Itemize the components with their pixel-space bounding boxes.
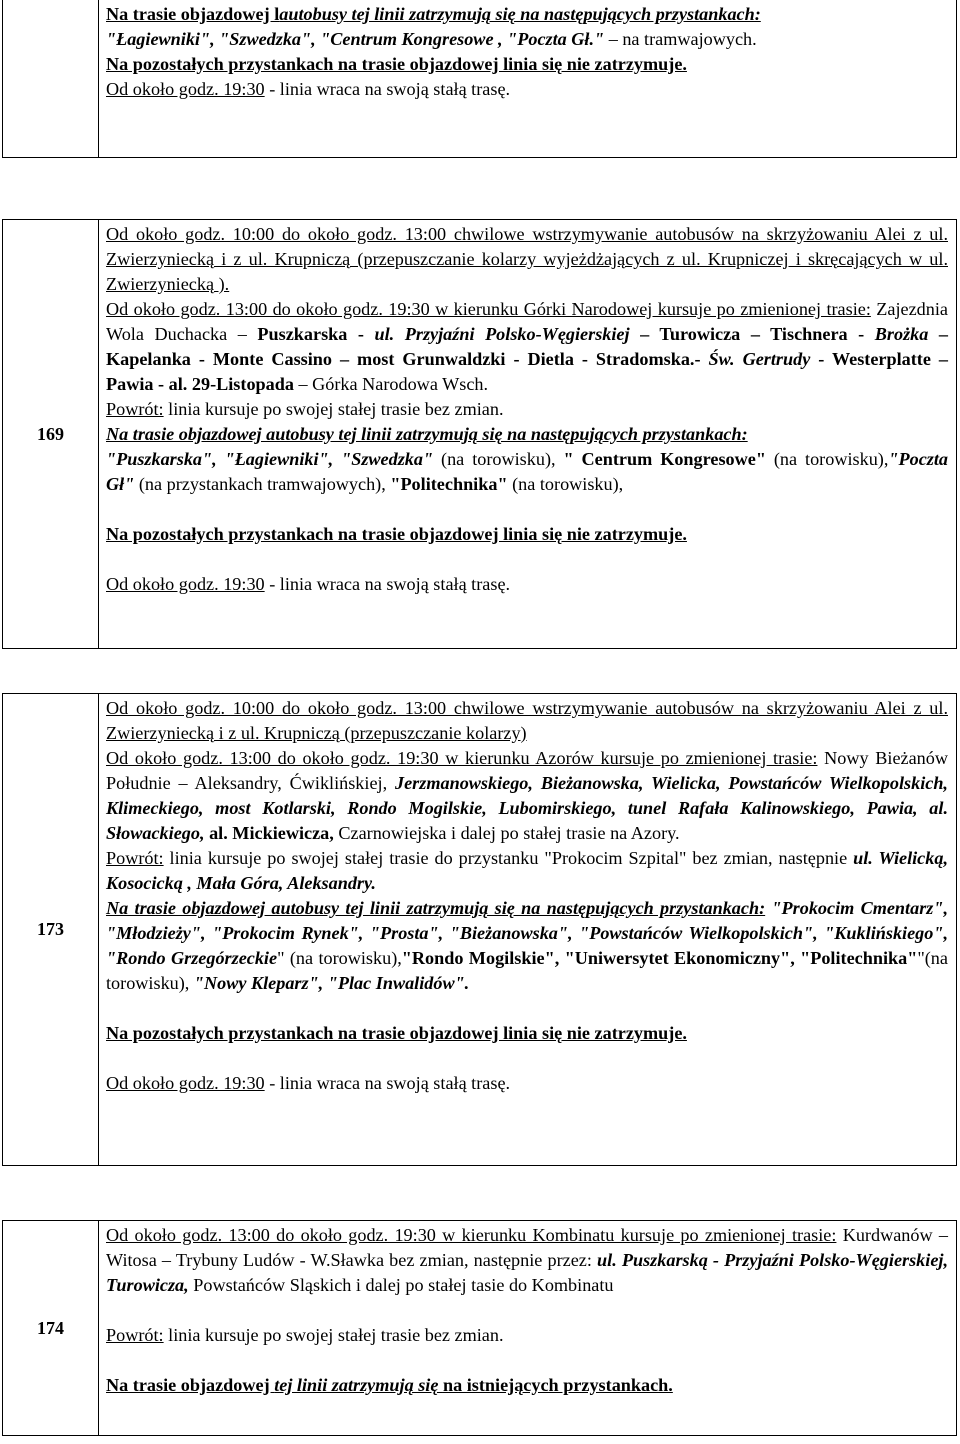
text-run: Od około godz. 13:00 do około godz. 19:30 w kierunku Azorów kursuje po zmienionej trasie: bbox=[106, 748, 818, 768]
route-table-continued bbox=[2, 0, 957, 158]
text-run: Od około godz. 19:30 bbox=[106, 1073, 265, 1093]
paragraph-spacer bbox=[106, 497, 948, 522]
route-paragraph bbox=[106, 522, 948, 547]
text-run: Jerzmanowskiego, Bieżanowska, Wielicka, Powstańców Wielkopolskich, Klimeckiego, most Kotlarski, Rondo Mogilskie, Lubomirskiego, tunel Rafała Kalinowskiego, Pawia, al. Słowackiego, bbox=[106, 773, 948, 843]
route-paragraph bbox=[106, 52, 948, 77]
line-number: 174 bbox=[37, 1317, 64, 1338]
route-paragraph bbox=[106, 297, 948, 397]
route-paragraph bbox=[106, 2, 948, 27]
text-run: linia kursuje po swojej stałej trasie do przystanku "Prokocim Szpital" bez zmian, następnie bbox=[163, 848, 854, 868]
route-description bbox=[99, 1221, 957, 1436]
text-run: Powrót: bbox=[106, 399, 164, 419]
paragraph-spacer bbox=[106, 547, 948, 572]
text-run: Od około godz. 19:30 bbox=[106, 574, 265, 594]
route-paragraph bbox=[106, 1021, 948, 1046]
route-description bbox=[99, 220, 957, 649]
text-run: "Puszkarska", "Łagiewniki", "Szwedzka" bbox=[106, 449, 434, 469]
line-number-cell bbox=[3, 220, 99, 649]
text-run: Powstańców Sląskich i dalej po stałej tasie do Kombinatu bbox=[188, 1275, 614, 1295]
text-run: "Poczta Gł" bbox=[106, 449, 949, 494]
text-run: ul. Przyjaźni Polsko-Węgierskiej bbox=[374, 324, 630, 344]
text-run: Na trasie objazdowej autobusy tej linii zatrzymują się na następujących przystankach: bbox=[106, 424, 748, 444]
text-run: (na przystankach tramwajowych), bbox=[134, 474, 391, 494]
route-paragraph bbox=[106, 447, 948, 497]
text-run: Na pozostałych przystankach na trasie objazdowej linia się nie zatrzymuje. bbox=[106, 54, 687, 74]
route-paragraph bbox=[106, 422, 948, 447]
route-description bbox=[99, 694, 957, 1166]
text-run: "(na torowisku), bbox=[106, 948, 948, 993]
text-run: (na torowisku), bbox=[507, 474, 624, 494]
route-paragraph bbox=[106, 397, 948, 422]
text-run: " Centrum Kongresowe" bbox=[563, 449, 766, 469]
route-paragraph bbox=[106, 846, 948, 896]
text-run: ul. Wielicką, Kosocicką , Mała Góra, Aleksandry. bbox=[106, 848, 948, 893]
text-run: Od około godz. 10:00 do około godz. 13:00 chwilowe wstrzymywanie autobusów na skrzyżowaniu Alei z ul. Zwierzyniecką i z ul. Krupniczą (przepuszczanie kolarzy wyjeżdżających z ul. Krupniczej i skręcających w ul. Zwierzyniecką ). bbox=[106, 224, 948, 294]
route-table-174 bbox=[2, 1220, 957, 1436]
text-run: " (na torowisku), bbox=[277, 948, 402, 968]
line-number: 169 bbox=[37, 423, 64, 444]
route-paragraph bbox=[106, 222, 948, 297]
route-table-173 bbox=[2, 693, 957, 1166]
text-run: Na pozostałych przystankach na trasie objazdowej linia się nie zatrzymuje. bbox=[106, 1023, 687, 1043]
text-run: Powrót: bbox=[106, 1325, 164, 1345]
text-run: - Westerplatte – Pawia - al. 29-Listopada bbox=[106, 349, 948, 394]
text-run: Od około godz. 13:00 do około godz. 19:30 w kierunku Górki Narodowej kursuje po zmienionej trasie: bbox=[106, 299, 871, 319]
route-paragraph bbox=[106, 1071, 948, 1096]
text-run: Brożka bbox=[874, 324, 929, 344]
text-run: linia kursuje po swojej stałej trasie bez zmian. bbox=[163, 399, 504, 419]
text-run: (na torowisku), bbox=[765, 449, 889, 469]
text-run: - linia wraca na swoją stałą trasę. bbox=[264, 79, 511, 99]
text-run: Św. Gertrudy bbox=[708, 349, 811, 369]
text-run: Czarnowiejska i dalej po stałej trasie na Azory. bbox=[333, 823, 680, 843]
route-paragraph bbox=[106, 746, 948, 846]
text-run: Kurdwanów – Witosa – Trybuny Ludów - W.Sławka bez zmian, następnie przez: bbox=[106, 1225, 948, 1270]
text-run: – Kapelanka - Monte Cassino – most Grunwaldzki - Dietla - Stradomska.- bbox=[106, 324, 949, 369]
text-run: "Rondo Mogilskie", "Uniwersytet Ekonomiczny", "Politechnika" bbox=[401, 948, 918, 968]
text-run: – Turowicza – Tischnera - bbox=[629, 324, 875, 344]
text-run: linia kursuje po swojej stałej trasie bez zmian. bbox=[163, 1325, 504, 1345]
text-run: al. Mickiewicza, bbox=[209, 823, 334, 843]
route-paragraph bbox=[106, 1223, 948, 1298]
route-paragraph bbox=[106, 572, 948, 597]
line-number: 173 bbox=[37, 919, 64, 939]
route-table-169 bbox=[2, 219, 957, 649]
route-paragraph bbox=[106, 77, 948, 102]
text-run: – Górka Narodowa Wsch. bbox=[293, 374, 489, 394]
text-run: Od około godz. 13:00 do około godz. 19:30 w kierunku Kombinatu kursuje po zmienionej trasie: bbox=[106, 1225, 837, 1245]
line-number-cell bbox=[3, 694, 99, 1166]
text-run: Puszkarska - bbox=[257, 324, 375, 344]
text-run: Powrót: bbox=[106, 848, 164, 868]
text-run: Od około godz. 19:30 bbox=[106, 79, 265, 99]
text-run: – na tramwajowych. bbox=[608, 29, 757, 49]
text-run: na istniejących przystankach. bbox=[442, 1375, 673, 1395]
text-run: Zajezdnia Wola Duchacka – bbox=[106, 299, 948, 344]
text-run: ul. Puszkarską - Przyjaźni Polsko-Węgierskiej, Turowicza, bbox=[106, 1250, 948, 1295]
route-paragraph bbox=[106, 1323, 948, 1348]
text-run: - linia wraca na swoją stałą trasę. bbox=[264, 574, 511, 594]
text-run: Nowy Bieżanów Południe – Aleksandry, Ćwiklińskiej, bbox=[106, 748, 948, 793]
paragraph-spacer bbox=[106, 996, 948, 1021]
route-paragraph bbox=[106, 1373, 948, 1398]
text-run: "Łagiewniki", "Szwedzka", "Centrum Kongresowe , "Poczta Gł." bbox=[106, 29, 609, 49]
text-run: Na trasie objazdowej bbox=[106, 1375, 275, 1395]
route-paragraph bbox=[106, 896, 948, 996]
text-run: "Nowy Kleparz", "Plac Inwalidów". bbox=[193, 973, 470, 993]
route-paragraph bbox=[106, 27, 948, 52]
route-paragraph bbox=[106, 696, 948, 746]
text-run: - linia wraca na swoją stałą trasę. bbox=[264, 1073, 511, 1093]
paragraph-spacer bbox=[106, 1348, 948, 1373]
paragraph-spacer bbox=[106, 1046, 948, 1071]
text-run: Na pozostałych przystankach na trasie objazdowej linia się nie zatrzymuje. bbox=[106, 524, 687, 544]
text-run: tej linii zatrzymują się bbox=[274, 1375, 443, 1395]
text-run: "Prokocim Cmentarz", "Młodzieży", "Prokocim Rynek", "Prosta", "Bieżanowska", "Powstańców Wielkopolskich", "Kuklińskiego", "Rondo Grzegórzeckie bbox=[106, 898, 948, 968]
paragraph-spacer bbox=[106, 1298, 948, 1323]
text-run: (na torowisku), bbox=[433, 449, 564, 469]
text-run: Na trasie objazdowej autobusy tej linii zatrzymują się na następujących przystankach: bbox=[106, 898, 766, 918]
line-number-cell bbox=[3, 0, 99, 158]
text-run: "Politechnika" bbox=[390, 474, 508, 494]
text-run: autobusy tej linii zatrzymują się na następujących przystankach: bbox=[279, 4, 761, 24]
text-run: Na trasie objazdowej l bbox=[106, 4, 280, 24]
line-number-cell bbox=[3, 1221, 99, 1436]
route-description bbox=[99, 0, 957, 158]
text-run: Od około godz. 10:00 do około godz. 13:00 chwilowe wstrzymywanie autobusów na skrzyżowaniu Alei z ul. Zwierzyniecką i z ul. Krupniczą (przepuszczanie kolarzy) bbox=[106, 698, 948, 743]
